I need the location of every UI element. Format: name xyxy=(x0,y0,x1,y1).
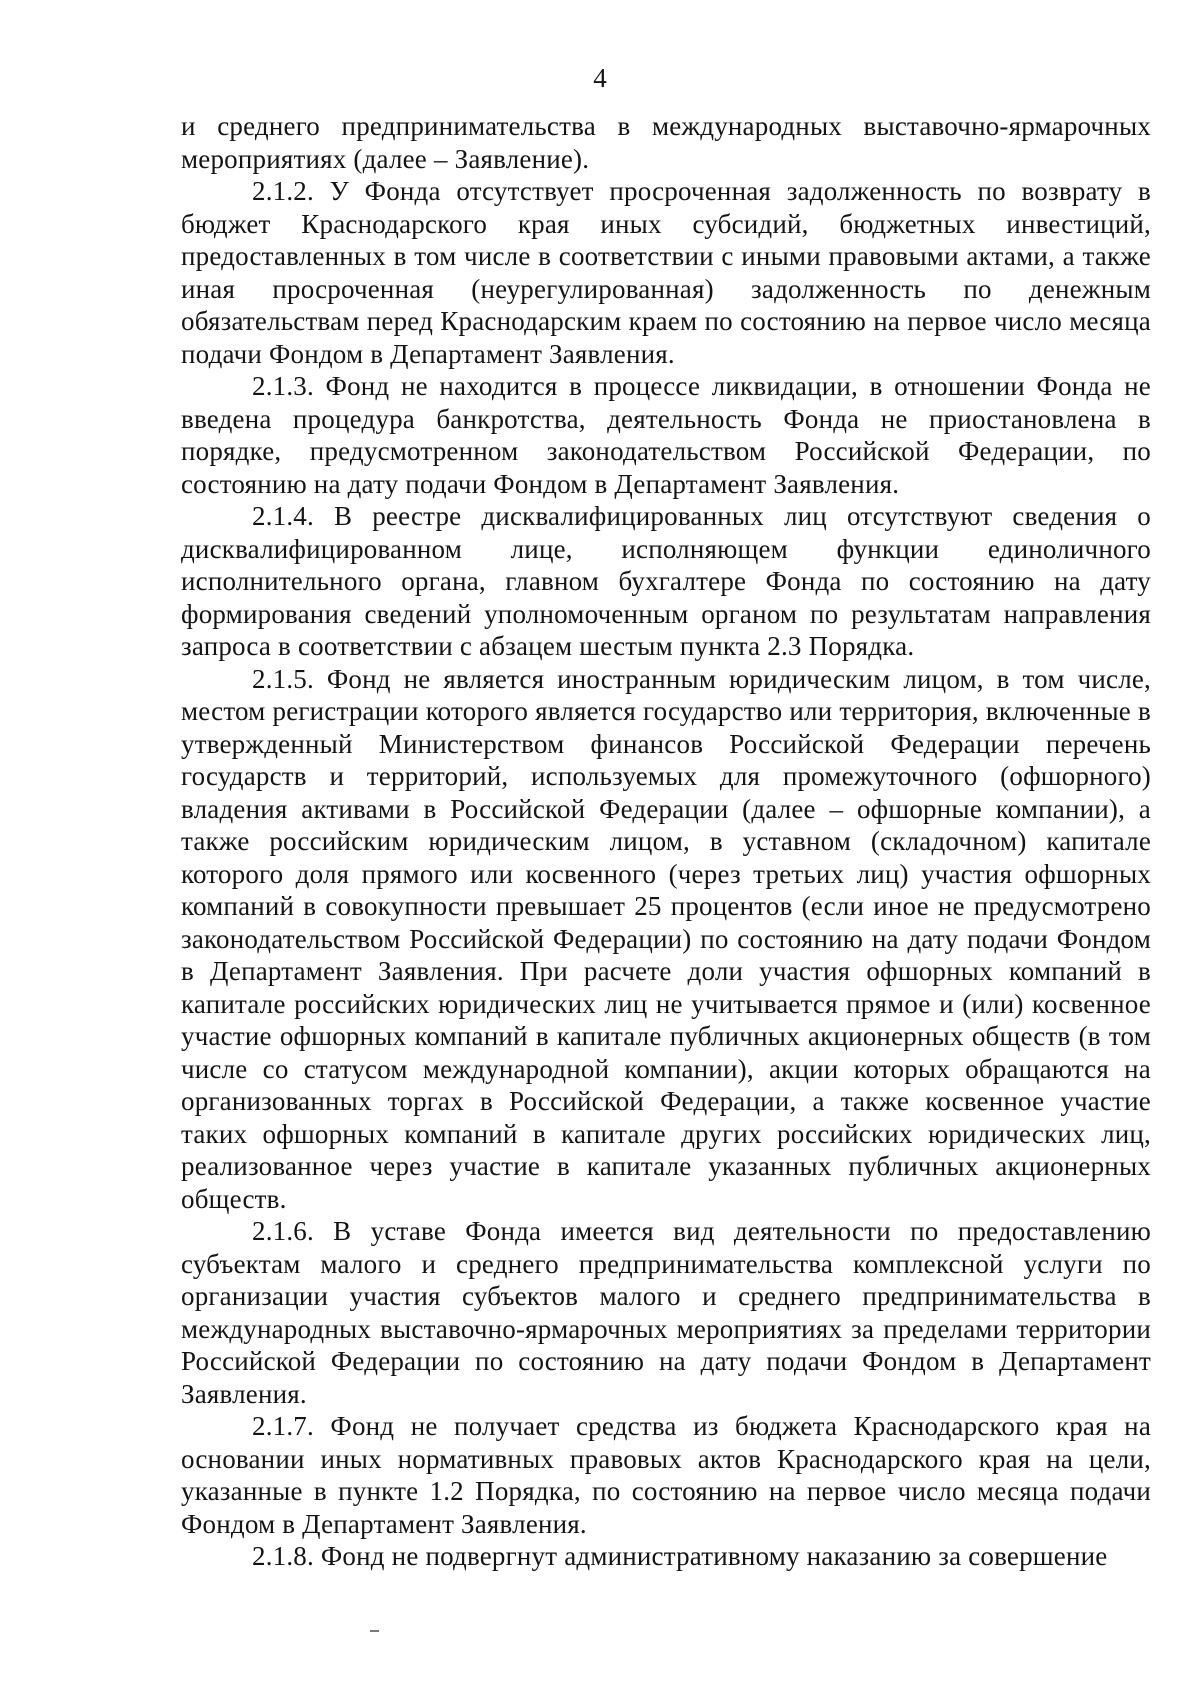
clause-2-1-2: 2.1.2. У Фонда отсутствует просроченная задолженность по возврату в бюджет Краснодарского края иных субсидий, бюджетных инвестиций, предоставленных в том числе в соответствии с иными правовыми актами, а также иная просроченная (неурегулированная) задолженность по денежным обязательствам перед Краснодарским краем по состоянию на первое число месяца подачи Фондом в Департамент Заявления. xyxy=(181,176,1151,369)
clause-2-1-6: 2.1.6. В уставе Фонда имеется вид деятельности по предоставлению субъектам малого и среднего предпринимательства комплексной услуги по организации участия субъектов малого и среднего предпринимательства в международных выставочно-ярмарочных мероприятиях за пределами территории Российской Федерации по состоянию на дату подачи Фондом в Департамент Заявления. xyxy=(181,1216,1151,1409)
paragraph-continuation: и среднего предпринимательства в международных выставочно-ярмарочных мероприятиях (далее – Заявление). xyxy=(181,111,1151,174)
clause-2-1-7: 2.1.7. Фонд не получает средства из бюджета Краснодарского края на основании иных нормативных правовых актов Краснодарского края на цели, указанные в пункте 1.2 Порядка, по состоянию на первое число месяца подачи Фондом в Департамент Заявления. xyxy=(181,1411,1151,1539)
document-body xyxy=(181,110,1151,1573)
page-number: 4 xyxy=(593,63,607,93)
clause-2-1-5: 2.1.5. Фонд не является иностранным юридическим лицом, в том числе, местом регистрации которого является государство или территория, включенные в утвержденный Министерством финансов Российской Федерации перечень государств и территорий, используемых для промежуточного (офшорного) владения активами в Российской Федерации (далее – офшорные компании), а также российским юридическим лицом, в уставном (складочном) капитале которого доля прямого или косвенного (через третьих лиц) участия офшорных компаний в совокупности превышает 25 процентов (если иное не предусмотрено законодательством Российской Федерации) по состоянию на дату подачи Фондом в Департамент Заявления. При расчете доли участия офшорных компаний в капитале российских юридических лиц не учитывается прямое и (или) косвенное участие офшорных компаний в капитале публичных акционерных обществ (в том числе со статусом международной компании), акции которых обращаются на организованных торгах в Российской Федерации, а также косвенное участие таких офшорных компаний в капитале других российских юридических лиц, реализованное через участие в капитале указанных публичных акционерных обществ. xyxy=(181,663,1151,1214)
clause-2-1-3: 2.1.3. Фонд не находится в процессе ликвидации, в отношении Фонда не введена процедура банкротства, деятельность Фонда не приостановлена в порядке, предусмотренном законодательством Российской Федерации, по состоянию на дату подачи Фондом в Департамент Заявления. xyxy=(181,371,1151,499)
clause-2-1-4: 2.1.4. В реестре дисквалифицированных лиц отсутствуют сведения о дисквалифицированном лице, исполняющем функции единоличного исполнительного органа, главном бухгалтере Фонда по состоянию на дату формирования сведений уполномоченным органом по результатам направления запроса в соответствии с абзацем шестым пункта 2.3 Порядка. xyxy=(181,501,1151,661)
scan-artifact xyxy=(370,1630,379,1632)
clause-2-1-8: 2.1.8. Фонд не подвергнут административному наказанию за совершение xyxy=(252,1541,1108,1571)
